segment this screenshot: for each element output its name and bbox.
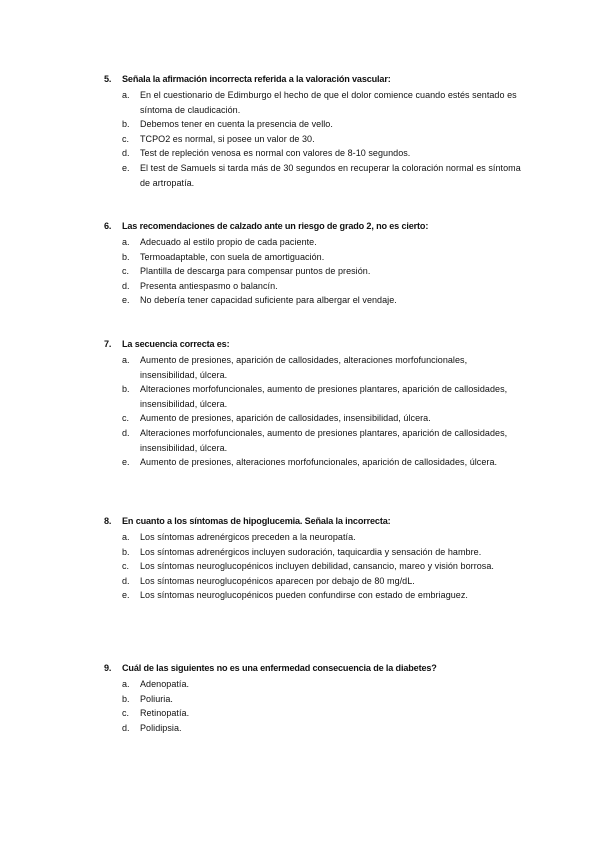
option-letter: b. xyxy=(122,119,130,130)
option-text: TCPO2 es normal, si posee un valor de 30. xyxy=(140,133,315,144)
option-item xyxy=(104,117,524,132)
option-text: Polidipsia. xyxy=(140,722,182,733)
option-text: Poliuria. xyxy=(140,693,173,704)
option-letter: b. xyxy=(122,384,130,395)
question-number: 6. xyxy=(104,221,112,231)
option-item xyxy=(104,426,524,455)
option-text: Alteraciones morfofuncionales, aumento de presiones plantares, aparición de callosidades, insensibilidad, úlcera. xyxy=(140,384,508,409)
option-letter: d. xyxy=(122,148,130,159)
option-item xyxy=(104,235,524,250)
option-item xyxy=(104,411,524,426)
question-number: 8. xyxy=(104,516,112,526)
option-letter: a. xyxy=(122,532,130,542)
option-text: Alteraciones morfofuncionales, aumento de presiones plantares, aparición de callosidades, insensibilidad, úlcera. xyxy=(140,427,508,453)
question-text: En cuanto a los síntomas de hipoglucemia. Señala la incorrecta: xyxy=(122,516,391,526)
option-item xyxy=(104,382,524,411)
option-item xyxy=(104,455,524,470)
question-number: 9. xyxy=(104,663,112,673)
option-text: Adenopatía. xyxy=(140,679,190,689)
question-7 xyxy=(104,338,524,470)
option-letter: c. xyxy=(122,561,130,572)
option-item xyxy=(104,545,524,560)
option-text: Los síntomas adrenérgicos preceden a la neuropatía. xyxy=(140,532,356,542)
question-heading xyxy=(104,662,524,674)
option-text: No debería tener capacidad suficiente para albergar el vendaje. xyxy=(140,295,397,306)
option-letter: a. xyxy=(122,237,130,247)
question-5 xyxy=(104,73,524,190)
question-heading xyxy=(104,515,524,527)
option-letter: d. xyxy=(122,280,130,291)
option-item xyxy=(104,721,524,736)
option-item xyxy=(104,353,524,382)
option-text: Aumento de presiones, aparición de callosidades, insensibilidad, úlcera. xyxy=(140,413,431,424)
option-text: Los síntomas neuroglucopénicos incluyen debilidad, cansancio, mareo y visión borrosa. xyxy=(140,561,494,572)
option-letter: a. xyxy=(122,90,130,100)
option-item xyxy=(104,146,524,161)
question-heading xyxy=(104,220,524,232)
question-number: 7. xyxy=(104,339,112,349)
option-item xyxy=(104,677,524,692)
option-text: Test de repleción venosa es normal con valores de 8-10 segundos. xyxy=(140,148,411,159)
option-list xyxy=(104,530,524,603)
option-item xyxy=(104,279,524,294)
option-item xyxy=(104,132,524,147)
question-text: Las recomendaciones de calzado ante un riesgo de grado 2, no es cierto: xyxy=(122,221,429,231)
option-letter: e. xyxy=(122,295,130,306)
question-6 xyxy=(104,220,524,308)
option-letter: c. xyxy=(122,266,130,277)
option-letter: b. xyxy=(122,251,130,262)
option-item xyxy=(104,264,524,279)
option-letter: c. xyxy=(122,708,130,719)
question-heading xyxy=(104,73,524,85)
question-text: Cuál de las siguientes no es una enfermedad consecuencia de la diabetes? xyxy=(122,663,437,673)
option-letter: e. xyxy=(122,162,130,173)
option-item xyxy=(104,88,524,117)
question-9 xyxy=(104,662,524,735)
question-text: Señala la afirmación incorrecta referida a la valoración vascular: xyxy=(122,74,391,84)
option-text: Retinopatía. xyxy=(140,708,190,719)
option-item xyxy=(104,588,524,603)
option-text: Los síntomas adrenérgicos incluyen sudoración, taquicardia y sensación de hambre. xyxy=(140,546,482,557)
option-letter: a. xyxy=(122,679,130,689)
option-letter: d. xyxy=(122,575,130,586)
option-letter: e. xyxy=(122,590,130,601)
option-item xyxy=(104,706,524,721)
option-letter: e. xyxy=(122,457,130,468)
option-text: Presenta antiespasmo o balancín. xyxy=(140,280,278,291)
option-text: Los síntomas neuroglucopénicos aparecen por debajo de 80 mg/dL. xyxy=(140,575,415,586)
option-text: Termoadaptable, con suela de amortiguación. xyxy=(140,251,325,262)
option-text: Debemos tener en cuenta la presencia de vello. xyxy=(140,119,333,130)
option-list xyxy=(104,235,524,308)
option-text: Aumento de presiones, alteraciones morfofuncionales, aparición de callosidades, úlcera. xyxy=(140,457,498,468)
option-text: Adecuado al estilo propio de cada paciente. xyxy=(140,237,317,247)
option-list xyxy=(104,353,524,470)
option-list xyxy=(104,677,524,735)
option-letter: c. xyxy=(122,133,130,144)
question-text: La secuencia correcta es: xyxy=(122,339,230,349)
option-text: Aumento de presiones, aparición de callosidades, alteraciones morfofuncionales, insensibilidad, úlcera. xyxy=(140,355,468,380)
option-letter: d. xyxy=(122,722,130,733)
option-text: En el cuestionario de Edimburgo el hecho de que el dolor comience cuando estés sentado es síntoma de claudicación. xyxy=(140,90,517,115)
option-letter: c. xyxy=(122,413,130,424)
option-item xyxy=(104,559,524,574)
option-item xyxy=(104,692,524,707)
option-item xyxy=(104,161,524,190)
option-letter: d. xyxy=(122,427,130,438)
option-item xyxy=(104,530,524,545)
question-number: 5. xyxy=(104,74,112,84)
option-letter: b. xyxy=(122,693,130,704)
option-item xyxy=(104,574,524,589)
option-item xyxy=(104,293,524,308)
question-8 xyxy=(104,515,524,603)
option-text: Plantilla de descarga para compensar puntos de presión. xyxy=(140,266,371,277)
option-letter: b. xyxy=(122,546,130,557)
option-letter: a. xyxy=(122,355,130,365)
option-list xyxy=(104,88,524,190)
question-heading xyxy=(104,338,524,350)
option-item xyxy=(104,250,524,265)
option-text: Los síntomas neuroglucopénicos pueden confundirse con estado de embriaguez. xyxy=(140,590,468,601)
option-text: El test de Samuels si tarda más de 30 segundos en recuperar la coloración normal es síntoma de artropatía. xyxy=(140,162,521,188)
